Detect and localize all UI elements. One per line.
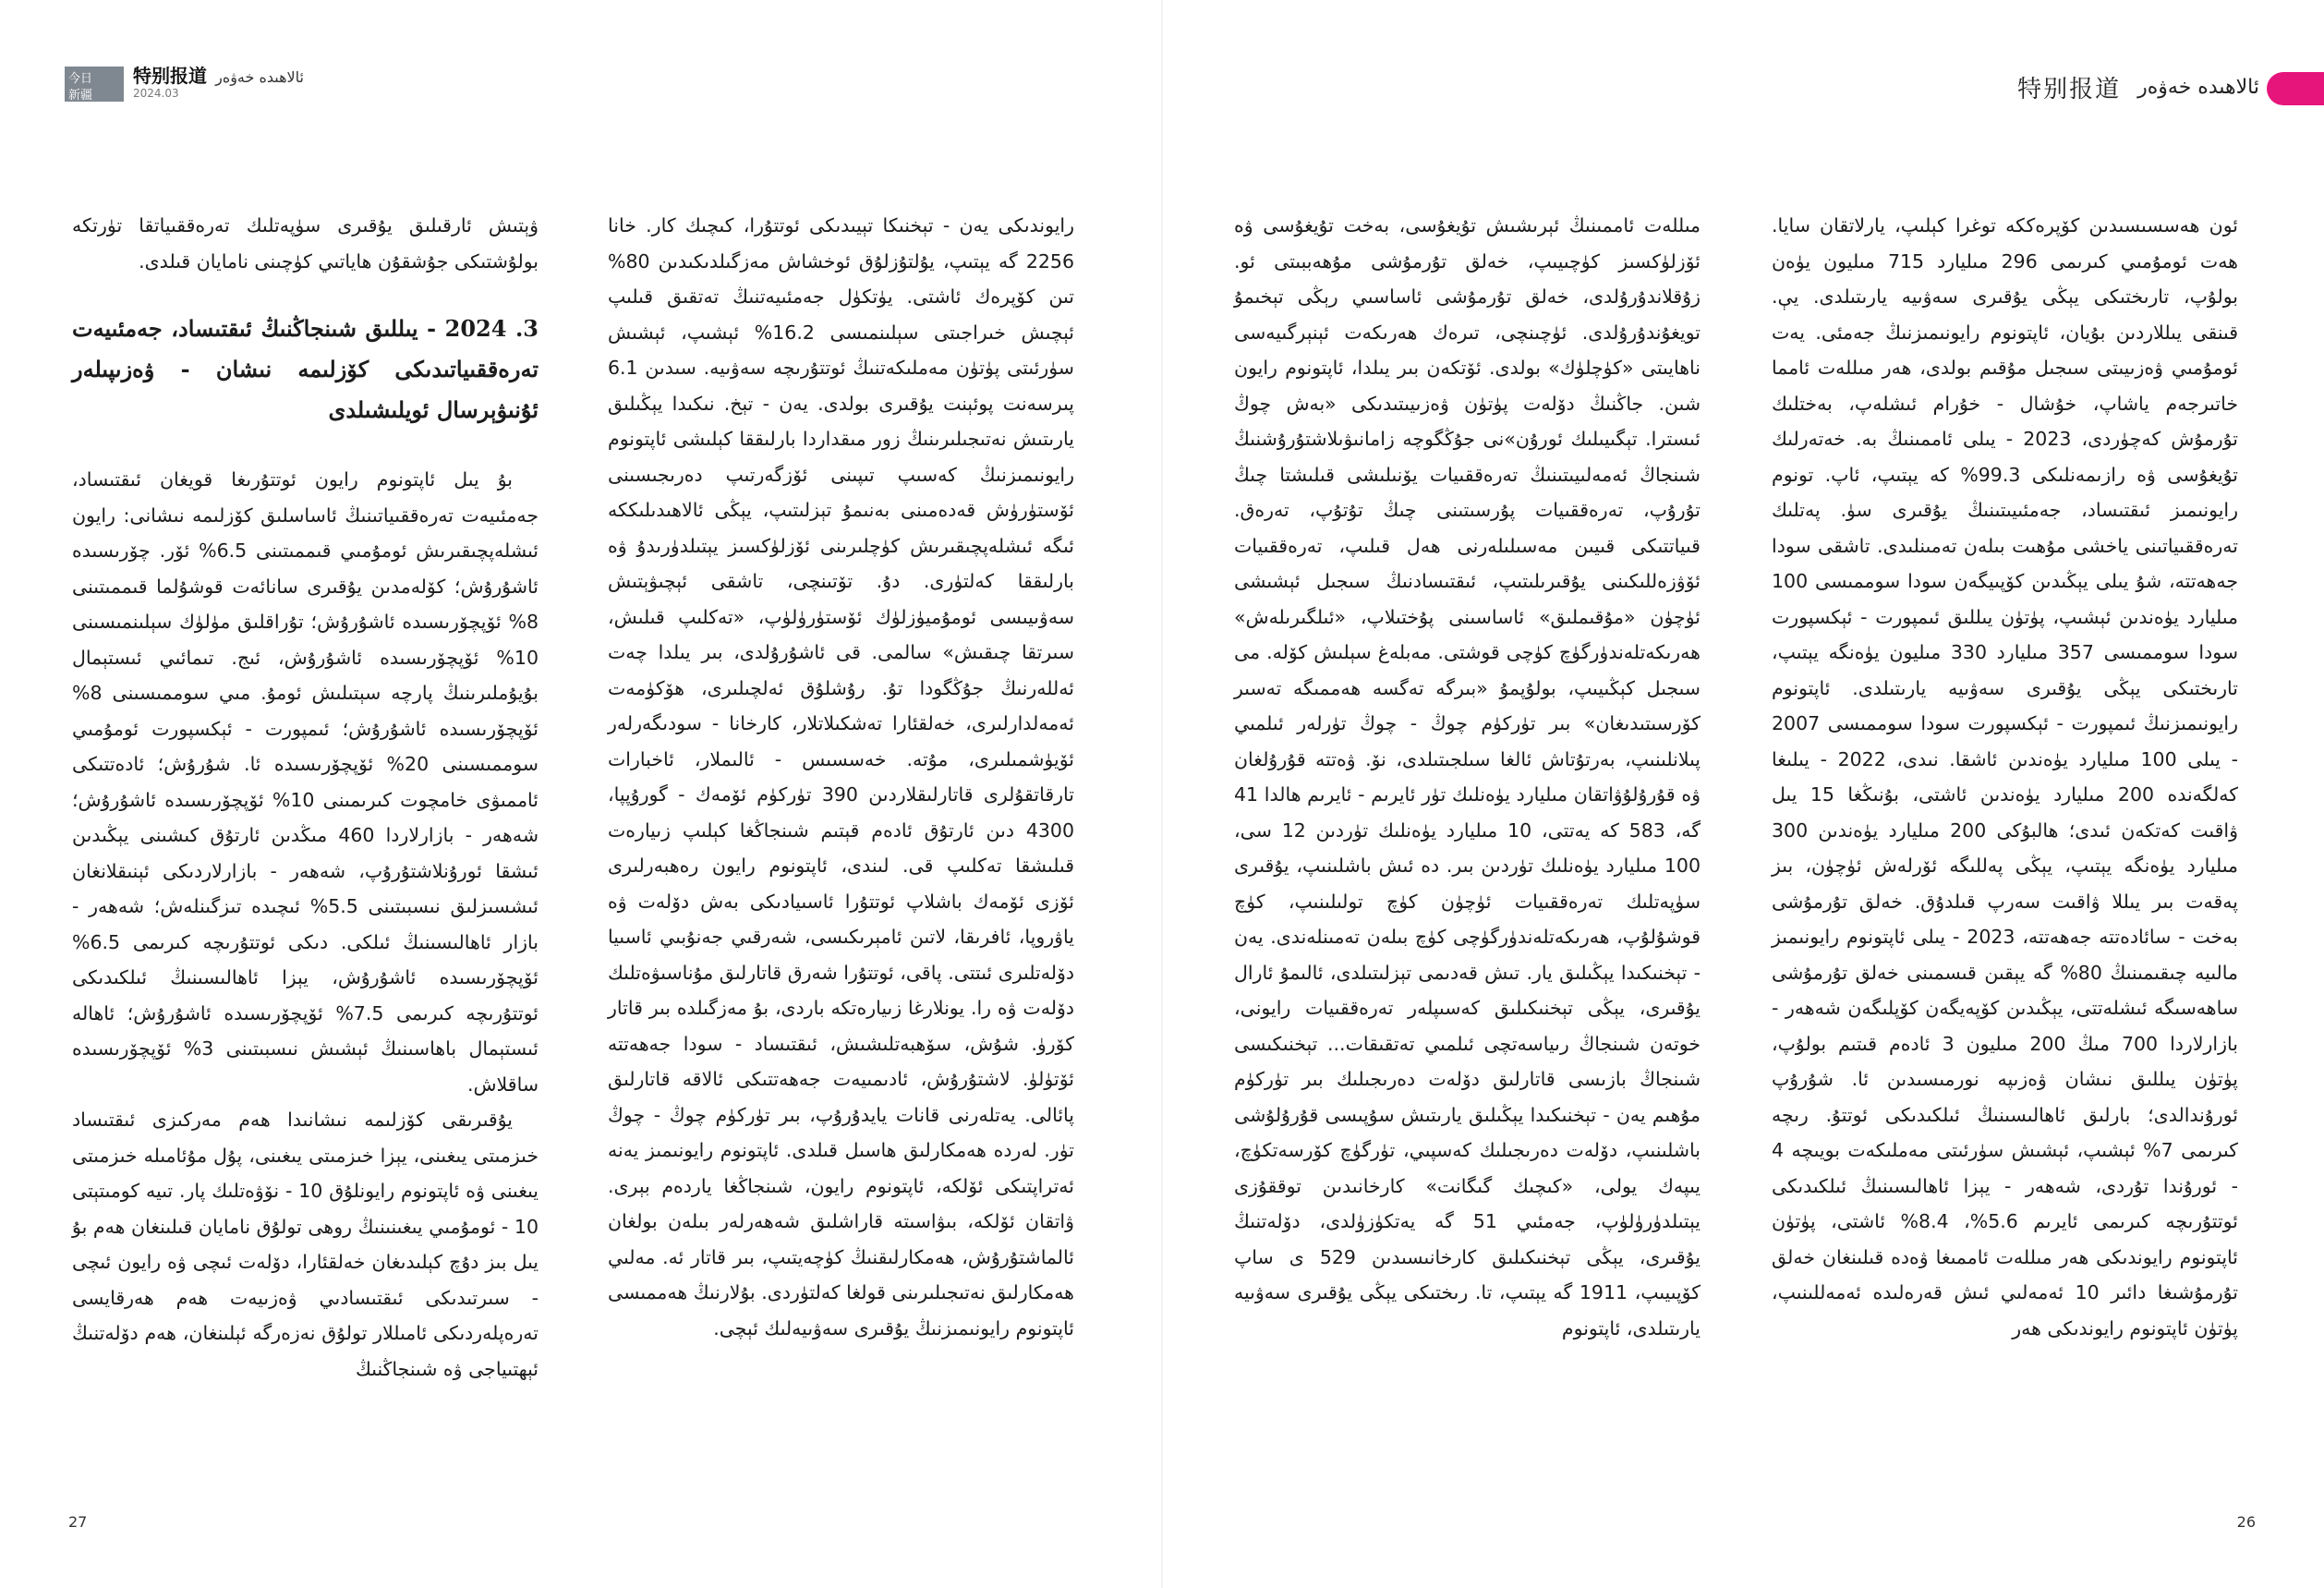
left-page-header — [65, 67, 304, 103]
section-label: 特别报道 — [2017, 76, 2122, 103]
logo-text-top: 今日 — [68, 72, 93, 86]
paragraph: مىللەت ئاممىنىڭ ئېرىشىش تۇيغۇسى، بەخت تۇيغۇسى ۋە ئۆزلۈكسىز كۈچىيىپ، خەلق تۇرمۇشى مۇھەببىتى ئو. زۇقلاندۇرۇلدى، خەلق تۇرمۇشى ئاساسىي رېڭى تېخىمۇ تويغۇندۇرۇلدى. ئۈچىنچى، تىرەك ھەرىكەت ئېنېرگىيەسى ناھايىتى «كۈچلۈك» بولدى. ئۆتكەن بىر يىلدا، ئاپتونوم رايون شىن. جاڭنىڭ دۆلەت پۈتۈن ۋەزىيىتىدىكى «بەش چوڭ ئىسترا. تېگىيىلىك ئورۇن»نى جۇڭگوچە زامانىۋىلاشتۇرۇشنىڭ شىنجاڭ ئەمەلىيىتىنىڭ تەرەققىيات يۆنىلىشى قىلىشتا چىڭ تۇرۇپ، تەرەققىيات پۇرسىتىنى چىڭ تۇتۇپ، تەرەق. قىياتتىكى قىيىن مەسىلىلەرنى ھەل قىلىپ، تەرەققىيات ئۆۋزەللىكىنى يۇقىرىلىتىپ، ئىقتىسادنىڭ سىجىل ئېشىشى ئۈچۈن «مۇقىملىق» ئاساسىنى پۇختىلاپ، «ئىلگىرىلەش» ھەرىكەتلەندۈرگۈچ كۈچى قوشتى. مەبلەغ سېلىش كۆلە. مى سىجىل كېڭىيىپ، بولۇپمۇ «بىرگە تەگسە ھەممىگە تەسىر كۆرسىتىدىغان» بىر تۈركۈم چوڭ - چوڭ تۈرلەر ئىلمىي پىلانلىنىپ، بەرتۇتاش ئالغا سىلجىتىلدى، نۆ. ۋەتتە قۇرۇلغان ۋە قۇرۇلۇۋاتقان مىليارد يۈەنلىك تۈر ئايرىم - ئايرىم ھالدا 41 گە، 583 كە يەتتى، 10 مىليارد يۈەنلىك تۈردىن 12 سى، 100 مىليارد يۈەنلىك تۈردىن بىر. دە ئىش باشلىنىپ، يۇقىرى سۈپەتلىك تەرەققىيات ئۈچۈن كۈچ تولىلىنىپ، كۈچ قوشۇلۇپ، ھەرىكەتلەندۈرگۈچى كۈچ بىلەن تەمىنلەندى. يەن - تېخنىكىدا يېڭىلىق يار. تىش قەدىمى تېزلىتىلدى، ئالىمۇ ئارال يۇقىرى، يېڭى تېخنىكىلىق كەسىپلەر تەرەققىيات رايونى، خوتەن شىنجاڭ رىياسەتچى ئىلمىي تەتقىقات... تېخنىكىسى شىنجاڭ بازىسى قاتارلىق دۆلەت دەرىجىلىك بىر تۈركۈم مۇھىم يەن - تېخنىكىدا يېڭىلىق يارىتىش سۇپىسى قۇرۇلۇشى باشلىنىپ، دۆلەت دەرىجىلىك كەسپىي، تۈرگۈچ كۆرسەتكۈچ، يىپەك يولى، «كىچىك گىگانت» كارخانىدىن توققۇزى يېتىلدۈرۈلۈپ، جەمئىي 51 گە يەتكۈزۈلدى، دۆلەتنىڭ يۇقىرى، يېڭى تېخنىكىلىق كارخانىسىدىن 529 ى ساپ كۆپىيىپ، 1911 گە يېتىپ، تا. رىختىكى يېڭى يۇقىرى سەۋىيە يارىتىلدى، ئاپتونوم — [1234, 214, 1701, 1339]
left-page-right-column — [608, 208, 1074, 1346]
section-label: 特别报道 — [133, 65, 207, 87]
right-page-left-column — [1234, 208, 1701, 1346]
running-title: ئالاھىدە خەۋەر — [2137, 76, 2259, 99]
right-page-header — [2017, 70, 2259, 104]
issue-date: 2024.03 — [133, 87, 179, 100]
paragraph: بۇ يىل ئاپتونوم رايون ئوتتۇرىغا قويغان ئىقتىساد، جەمئىيەت تەرەققىياتىنىڭ ئاساسلىق كۆزلىمە نىشانى: رايون ئىشلەپچىقىرىش ئومۇمىي قىممىتىنى 6.5% ئۆر. چۆرىسىدە ئاشۇرۇش؛ كۆلەمدىن يۇقىرى سانائەت قوشۇلما قىممىتىنى 8% ئۆپچۆرىسىدە ئاشۇرۇش؛ تۇراقلىق مۈلۈك سېلىنمىسىنى 10% ئۆپچۆرىسىدە ئاشۇرۇش، ئىج. تىمائىي ئىستېمال بۇيۇملىرىنىڭ پارچە سېتىلىش ئومۇ. مىي سوممىسىنى 8% ئۆپچۆرىسىدە ئاشۇرۇش؛ ئىمپورت - ئېكسپورت ئومۇمىي سوممىسىنى 20% ئۆپچۆرىسىدە ئا. شۇرۇش؛ ئادەتتىكى ئاممىۋى خامچوت كىرىمىنى 10% ئۆپچۆرىسىدە ئاشۇرۇش؛ شەھەر - بازارلاردا 460 مىڭدىن ئارتۇق كىشىنى يېڭىدىن ئىشقا ئورۇنلاشتۇرۇپ، شەھەر - بازارلاردىكى ئېنىقلانغان ئىشسىزلىق نىسبىتىنى 5.5% ئىچىدە تىزگىنلەش؛ شەھەر - بازار ئاھالىسىنىڭ ئىلكى. دىكى ئوتتۇرىچە كىرىمى 6.5% ئۆپچۆرىسىدە ئاشۇرۇش، يېزا ئاھالىسىنىڭ ئىلكىدىكى ئوتتۇرىچە كىرىمى 7.5% ئۆپچۆرىسىدە ئاشۇرۇش؛ ئاھالە ئىستېمال باھاسىنىڭ ئېشىش نىسبىتىنى 3% ئۆپچۆرىسىدە ساقلاش. — [72, 468, 539, 1096]
logo-text-bottom: 新疆 — [68, 89, 93, 103]
magazine-logo — [65, 67, 124, 102]
subheading: 3. 2024 - يىللىق شىنجاڭنىڭ ئىقتىساد، جەمئىيەت تەرەققىياتىدىكى كۆزلىمە نىشان - ۋەزىپىلەر ئۇنىۋېرسال ئويلىشىلدى — [72, 315, 539, 423]
paragraph: رايوندىكى يەن - تېخنىكا تېيىدىكى ئوتتۇرا، كىچىك كار. خانا 2256 گە يېتىپ، يۇلتۇزلۇق ئوخشاش مەزگىلدىكىدىن 80% تىن كۆپرەك ئاشتى. يۈتكۈل جەمئىيەتنىڭ تەتقىق قىلىپ ئېچىش خىراجىتى سېلىنمىسى 16.2% ئېشىپ، ئېشىش سۈرئىتى پۈتۈن مەملىكەتنىڭ ئوتتۇرىچە سەۋىيە. سىدىن 6.1 پىرسەنت پوئېنت يۇقىرى بولدى. يەن - تېخ. نىكىدا يېڭىلىق يارىتىش نەتىجىلىرىنىڭ زور مىقداردا بارلىققا كېلىشى ئاپتونوم رايونىمىزنىڭ كەسىپ تىپىنى ئۆزگەرتىپ دەرىجىسىنى ئۆستۈرۈش قەدەمىنى بەنىمۇ تېزلىتىپ، يېڭى ئالاھىدىلىككە ئىگە ئىشلەپچىقىرىش كۈچلىرىنى ئۆزلۈكسىز يېتىلدۈرىدۇ ۋە بارلىققا كەلتۈرى. دۇ. تۆتىنچى، تاشقى ئېچىۋېتىش سەۋىيىسى ئومۇميۈزلۈك ئۆستۈرۈلۈپ، «تەكلىپ قىلىش، سىرتقا چىقىش» سالمى. قى ئاشۇرۇلدى، بىر يىلدا چەت ئەللەرنىڭ جۇڭگودا تۇ. رۇشلۇق ئەلچىلىرى، ھۆكۈمەت ئەمەلدارلىرى، خەلقئارا تەشكىلاتلار، كارخانا - سودىگەرلەر ئۆيۈشمىلىرى، مۇتە. خەسسىس - ئالىملار، ئاخبارات تارقاتقۇلرى قاتارلىقلاردىن 390 تۈركۈم ئۆمەك - گورۇپپا، 4300 دىن ئارتۇق ئادەم قېتىم شىنجاڭغا كېلىپ زىيارەت قىلىشقا تەكلىپ قى. لىندى، ئاپتونوم رايون رەھبەرلىرى ئۆزى ئۆمەك باشلاپ ئوتتۇرا ئاسىيادىكى بەش دۆلەت ۋە ياۋروپا، ئافرىقا، لاتىن ئامېرىكىسى، شەرقىي جەنۇبىي ئاسىيا دۆلەتلىرى ئىتتى. پاقى، ئوتتۇرا شەرق قاتارلىق مۇناسىۋەتلىك دۆلەت ۋە را. يونلارغا زىيارەتكە باردى، بۇ مەزگىلدە بىر قاتار كۆرۈ. شۇش، سۆھبەتلىشىش، ئىقتىساد - سودا جەھەتتە ئۆتۈلۈ. لاشتۇرۇش، ئادىمىيەت جەھەتتىكى ئالاقە قاتارلىق پائالى. يەتلەرنى قانات يايدۇرۇپ، بىر تۈركۈم چوڭ - چوڭ تۈر. لەردە ھەمكارلىق ھاسىل قىلدى. ئاپتونوم رايونىمىز يەنە ئەتراپتىكى ئۆلكە، ئاپتونوم رايون، شىنجاڭغا ياردەم بېرى. ۋاتقان ئۆلكە، بىۋاسىتە قاراشلىق شەھەرلەر بىلەن بولغان ئالماشتۇرۇش، ھەمكارلىقنىڭ كۈچەيتىپ، بىر قاتار ئە. مەلىي ھەمكارلىق نەتىجىلىرىنى قولغا كەلتۈردى. بۇلارنىڭ ھەممىسى ئاپتونوم رايونىمىزنىڭ يۇقىرى سەۋىيەلىك ئېچى. — [607, 214, 1074, 1339]
right-page — [1162, 0, 2324, 1588]
right-page-right-column — [1772, 208, 2238, 1346]
paragraph: ئون ھەسسىسىدىن كۆپرەككە توغرا كېلىپ، يارلاتقان سايا. ھەت ئومۇمىي كىرىمى 296 مىليارد 715 مىليون يۈەن بولۇپ، تارىختىكى يېڭى يۇقىرى سەۋىيە يارىتىلدى. يې. قىنقى يىللاردىن بۇيان، ئاپتونوم رايونىمىزنىڭ جەمئى. يەت ئومۇمىي ۋەزىيىتى سىجىل مۇقىم بولدى، ھەر مىللەت ئامما خاتىرجەم ياشاپ، خۇشال - خۇرام ئىشلەپ، بەختلىك تۇرمۇش كەچۈردى، 2023 - يىلى ئاممىنىڭ بە. خەتەرلىك تۇيغۇسى ۋە رازىمەنلىكى 99.3% كە يېتىپ، ئاپ. تونوم رايونىمىز ئىقتىساد، جەمئىيىتىنىڭ يۇقىرى سۈ. پەتلىك تەرەققىياتىنى ياخشى مۇھىت بىلەن تەمىنلىدى. تاشقى سودا جەھەتتە، شۇ يىلى يېڭىدىن كۆپىيگەن سودا سوممىسى 100 مىليارد يۈەندىن ئېشىپ، پۈتۈن يىللىق ئىمپورت - ئېكسپورت سودا سوممىسى 357 مىليارد 330 مىليون يۈەنگە يېتىپ، تارىختىكى يېڭى يۇقىرى سەۋىيە يارىتىلدى. ئاپتونوم رايونىمىزنىڭ ئىمپورت - ئېكسپورت سودا سوممىسى 2007 - يىلى 100 مىليارد يۈەندىن ئاشقا. نىدى، 2022 - يىلىغا كەلگەندە 200 مىليارد يۈەندىن ئاشتى، بۇنىڭغا 15 يىل ۋاقىت كەتكەن ئىدى؛ ھالبۇكى 200 مىليارد يۈەندىن 300 مىليارد يۈەنگە يېتىپ، يېڭى پەللىگە ئۆرلەش ئۈچۈن، بىز پەقەت بىر يىللا ۋاقىت سەرپ قىلدۇق. خەلق تۇرمۇشى بەخت - سائادەتتە جەھەتتە، 2023 - يىلى ئاپتونوم رايونىمىز مالىيە چىقىمىنىڭ 80% گە يېقىن قىسمىنى خەلق تۇرمۇشى ساھەسىگە ئىشلەتتى، يېڭىدىن كۆپەيگەن كۆپلىگەن شەھەر - بازارلاردا 700 مىڭ 200 مىليون 3 ئادەم قىتىم بولۇپ، پۈتۈن يىللىق نىشان ۋەزىپە نورمىسىدىن ئا. شۇرۇپ ئورۇندالدى؛ بارلىق ئاھالىسىنىڭ ئىلكىدىكى ئوتتۇ. رىچە كىرىمى 7% ئېشىپ، ئېشىش سۈرئىتى مەملىكەت بويىچە 4 - ئورۇندا تۇردى، شەھەر - يېزا ئاھالىسىنىڭ ئىلكىدىكى ئوتتۇرىچە كىرىمى ئايرىم 5.6%، 8.4% ئاشتى، پۈتۈن ئاپتونوم رايوندىكى ھەر مىللەت ئاممىغا ۋەدە قىلىنغان خەلق تۇرمۇشىغا دائىر 10 ئەمەلىي ئىش قەرەلىدە ئەمەللىنىپ، پۈتۈن ئاپتونوم رايوندىكى ھەر — [1772, 214, 2239, 1339]
paragraph: يۇقىرىقى كۆزلىمە نىشانىدا ھەم مەركىزى ئىقتىساد خىزمىتى يىغىنى، يېزا خىزمىتى يىغىنى، پۇل مۇئامىلە خىزمىتى يىغىنى ۋە ئاپتونوم رايونلۇق 10 - نۆۋەتلىك پار. تىيە كومىتېتى 10 - ئومۇمىي يىغىنىنىڭ روھى تولۇق نامايان قىلىنغان ھەم بۇ يىل بىز دۇچ كېلىدىغان خەلقئارا، دۆلەت ئىچى ۋە رايون ئىچى - سىرتىدىكى ئىقتىسادىي ۋەزىيەت ھەم ھەرقايسى تەرەپلەردىكى ئامىللار تولۇق نەزەرگە ئېلىنغان، ھەم دۆلەتنىڭ ئېھتىياجى ۋە شىنجاڭنىڭ — [72, 1109, 539, 1380]
page-number-right: 26 — [2236, 1513, 2256, 1531]
paragraph: ۋېتىش ئارقىلىق يۇقىرى سۈپەتلىك تەرەققىياتقا تۈرتكە بولۇشتىكى جۇشقۇن ھاياتىي كۈچىنى نامايان قىلدى. — [72, 214, 539, 273]
page-number-left: 27 — [68, 1513, 88, 1531]
running-title: ئالاھىدە خەۋەر — [215, 68, 304, 86]
section-color-tab — [2267, 72, 2324, 105]
left-page-left-column — [72, 208, 539, 1387]
